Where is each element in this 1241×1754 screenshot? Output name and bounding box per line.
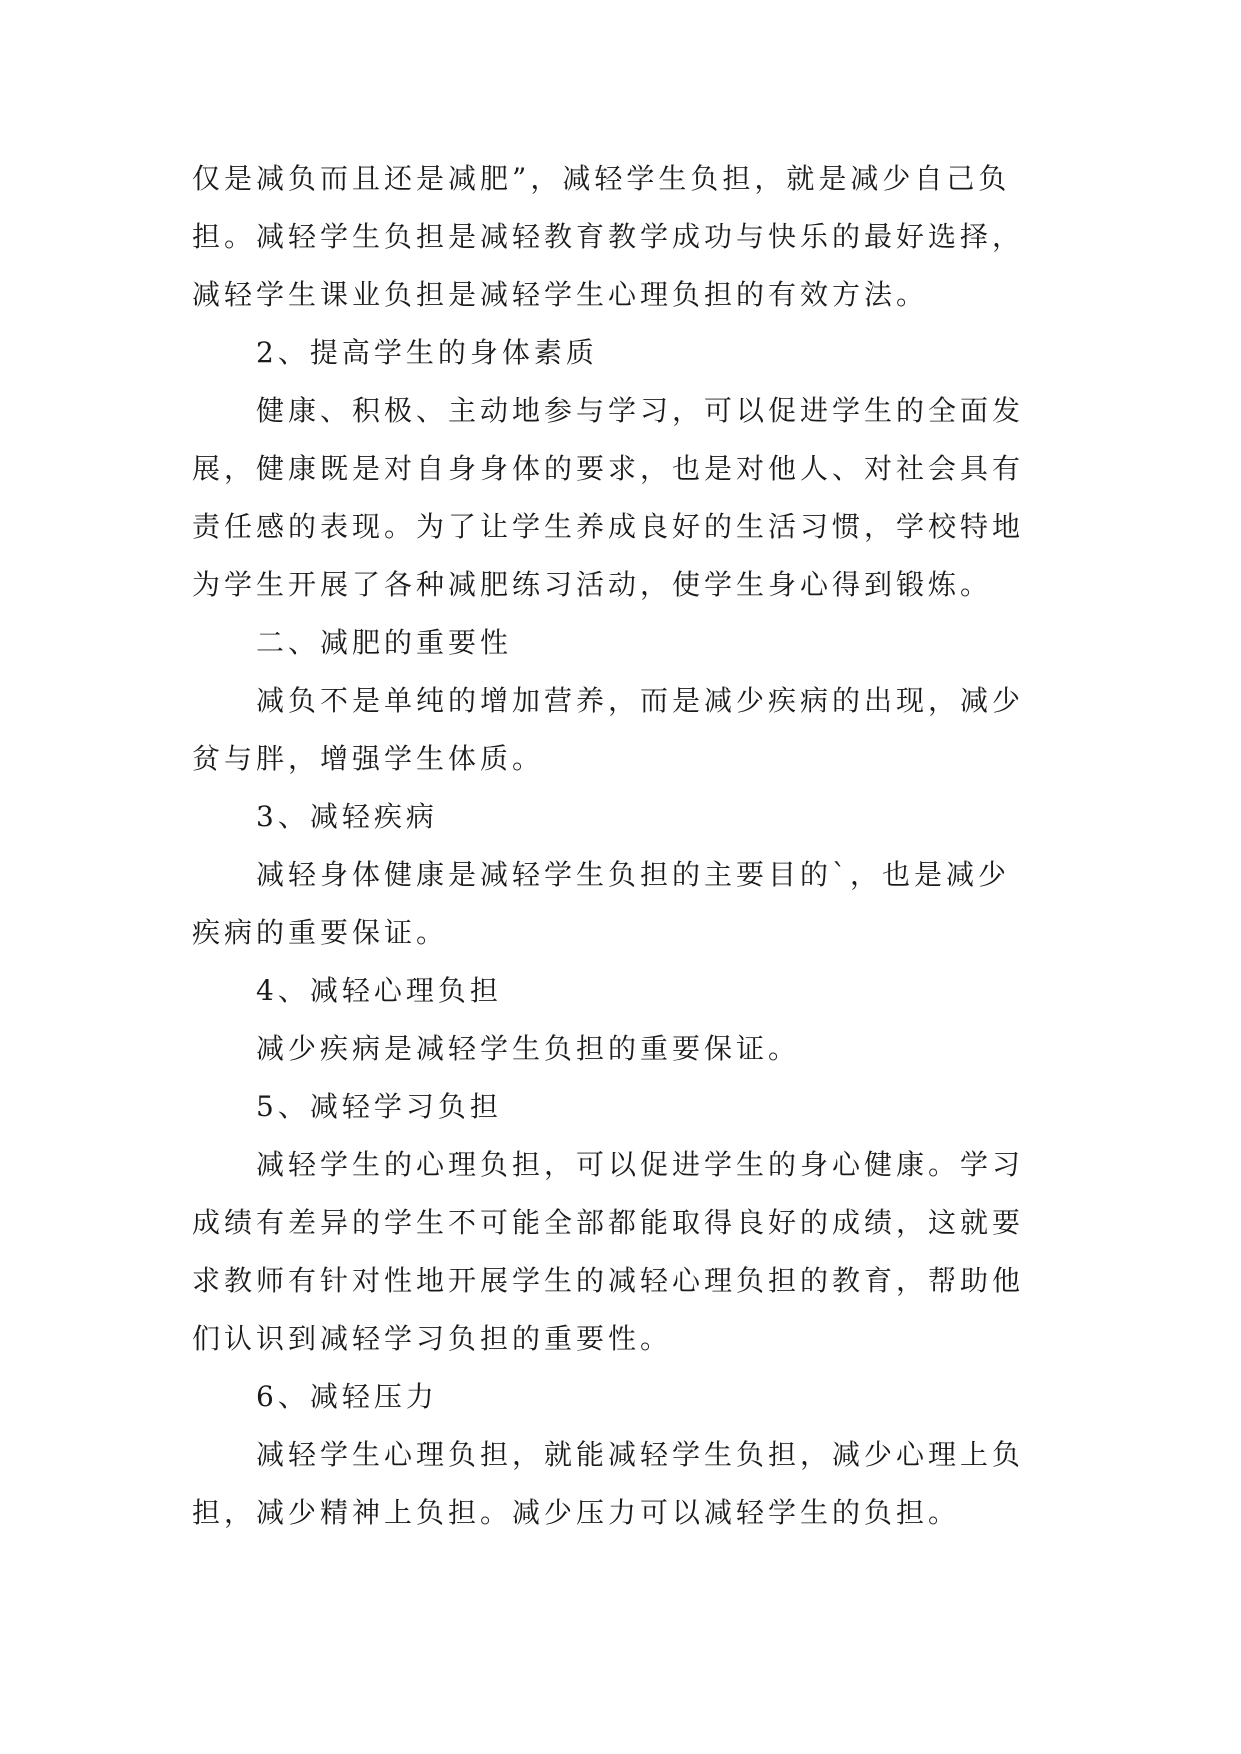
body-text-line: 们认识到减轻学习负担的重要性。 — [192, 1322, 673, 1355]
body-text-line: 健康、积极、主动地参与学习，可以促进学生的全面发 — [256, 394, 1025, 427]
body-text-line: 责任感的表现。为了让学生养成良好的生活习惯，学校特地 — [192, 510, 1025, 543]
body-text-line: 减轻学生心理负担，就能减轻学生负担，减少心理上负 — [256, 1438, 1025, 1471]
body-text-line: 减轻身体健康是减轻学生负担的主要目的`，也是减少 — [256, 858, 1011, 891]
section-heading: 2、提高学生的身体素质 — [256, 336, 598, 369]
body-text-line: 担。减轻学生负担是减轻教育教学成功与快乐的最好选择， — [192, 220, 1025, 253]
section-heading: 6、减轻压力 — [256, 1380, 438, 1413]
section-heading: 5、减轻学习负担 — [256, 1090, 502, 1123]
body-text-line: 求教师有针对性地开展学生的减轻心理负担的教育，帮助他 — [192, 1264, 1025, 1297]
body-text-line: 减轻学生课业负担是减轻学生心理负担的有效方法。 — [192, 278, 929, 311]
body-text-line: 减负不是单纯的增加营养，而是减少疾病的出现，减少 — [256, 684, 1025, 717]
section-heading: 3、减轻疾病 — [256, 800, 438, 833]
document-body — [192, 150, 1052, 1542]
body-text-line: 成绩有差异的学生不可能全部都能取得良好的成绩，这就要 — [192, 1206, 1025, 1239]
section-heading: 4、减轻心理负担 — [256, 974, 502, 1007]
body-text-line: 展，健康既是对自身身体的要求，也是对他人、对社会具有 — [192, 452, 1025, 485]
body-text-line: 担，减少精神上负担。减少压力可以减轻学生的负担。 — [192, 1496, 961, 1529]
body-text-line: 为学生开展了各种减肥练习活动，使学生身心得到锻炼。 — [192, 568, 993, 601]
body-text-line: 仅是减负而且还是减肥”，减轻学生负担，就是减少自己负 — [192, 162, 1011, 195]
body-text-line: 减少疾病是减轻学生负担的重要保证。 — [256, 1032, 801, 1065]
body-text-line: 疾病的重要保证。 — [192, 916, 449, 949]
section-heading: 二、减肥的重要性 — [256, 626, 513, 659]
body-text-line: 减轻学生的心理负担，可以促进学生的身心健康。学习 — [256, 1148, 1025, 1181]
body-text-line: 贫与胖，增强学生体质。 — [192, 742, 545, 775]
